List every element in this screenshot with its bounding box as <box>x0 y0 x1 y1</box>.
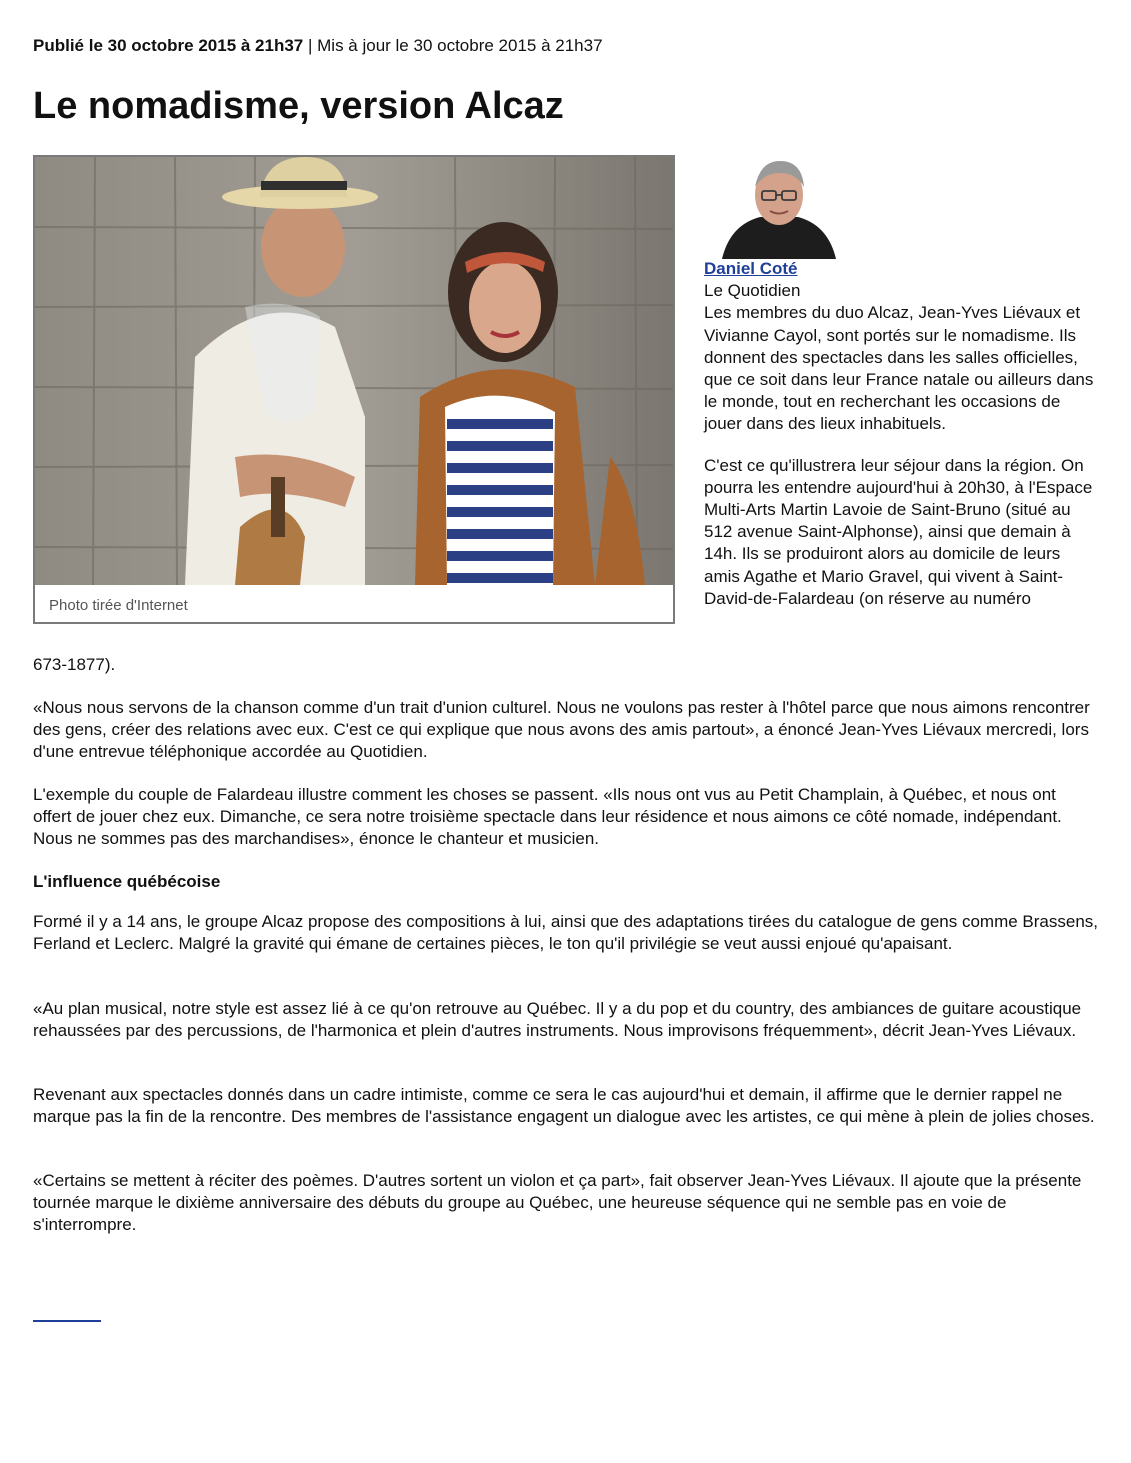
author-column <box>704 258 1099 610</box>
footer-rule <box>33 1320 101 1322</box>
photo-frame <box>33 155 675 624</box>
paragraph-3: «Nous nous servons de la chanson comme d'un trait d'union culturel. Nous ne voulons pas rester à l'hôtel parce que nous aimons rencontrer des gens, créer des relations avec eux. C'est ce qui explique que nous avons des amis partout», a énoncé Jean-Yves Liévaux mercredi, lors d'une entrevue téléphonique accordée au Quotidien. <box>33 698 1090 762</box>
article-title: Le nomadisme, version Alcaz <box>33 85 564 127</box>
updated-date: Mis à jour le 30 octobre 2015 à 21h37 <box>317 36 603 55</box>
published-date: Publié le 30 octobre 2015 à 21h37 <box>33 36 304 55</box>
paragraph-2-continued: 673-1877). <box>33 655 116 674</box>
section-subheading: L'influence québécoise <box>33 872 221 891</box>
author-outlet: Le Quotidien <box>704 281 801 301</box>
paragraph-5: Formé il y a 14 ans, le groupe Alcaz propose des compositions à lui, ainsi que des adaptations tirées du catalogue de gens comme Brassens, Ferland et Leclerc. Malgré la gravité qui émane de certaines pièces, le ton qu'il privilégie se veut aussi enjoué qu'apaisant. <box>33 912 1098 954</box>
paragraph-2: C'est ce qu'illustrera leur séjour dans la région. On pourra les entendre aujourd'hui à 20h30, à l'Espace Multi-Arts Martin Lavoie de Saint-Bruno (situé au 512 avenue Saint-Alphonse), ainsi que demain à 14h. Ils se produiront alors au domicile de leurs amis Agathe et Mario Gravel, qui vivent à Saint-David-de-Falardeau (on réserve au numéro <box>704 455 1093 608</box>
publication-meta <box>33 36 603 56</box>
paragraph-7: Revenant aux spectacles donnés dans un cadre intimiste, comme ce sera le cas aujourd'hui et demain, il affirme que le dernier rappel ne marque pas la fin de la rencontre. Des membres de l'assistance engagent un dialogue avec les artistes, ce qui mène à plein de jolies choses. <box>33 1085 1095 1127</box>
author-name-link[interactable]: Daniel Coté <box>704 259 798 278</box>
photo-caption: Photo tirée d'Internet <box>49 597 188 614</box>
paragraph-4: L'exemple du couple de Falardeau illustre comment les choses se passent. «Ils nous ont vus au Petit Champlain, à Québec, et nous ont offert de jouer chez eux. Dimanche, ce sera notre troisième spectacle dans leur résidence et nous aimons ce côté nomade, indépendant. Nous ne sommes pas des marchandises», énonce le chanteur et musicien. <box>33 785 1062 849</box>
duo-photo <box>35 157 673 585</box>
author-photo <box>720 155 838 259</box>
paragraph-8: «Certains se mettent à réciter des poèmes. D'autres sortent un violon et ça part», fait observer Jean-Yves Liévaux. Il ajoute que la présente tournée marque le dixième anniversaire des débuts du groupe au Québec, une heureuse séquence qui ne semble pas en voie de s'interrompre. <box>33 1171 1082 1235</box>
paragraph-6: «Au plan musical, notre style est assez lié à ce qu'on retrouve au Québec. Il y a du pop et du country, des ambiances de guitare acoustique rehaussées par des percussions, de l'harmonica et plein d'autres instruments. Nous improvisons fréquemment», décrit Jean-Yves Liévaux. <box>33 999 1082 1041</box>
paragraph-1: Les membres du duo Alcaz, Jean-Yves Liévaux et Vivianne Cayol, sont portés sur le nomadisme. Ils donnent des spectacles dans les salles officielles, que ce soit dans leur France natale ou ailleurs dans le monde, tout en recherchant les occasions de jouer dans des lieux inhabituels. <box>704 303 1094 434</box>
meta-separator: | <box>303 36 318 55</box>
